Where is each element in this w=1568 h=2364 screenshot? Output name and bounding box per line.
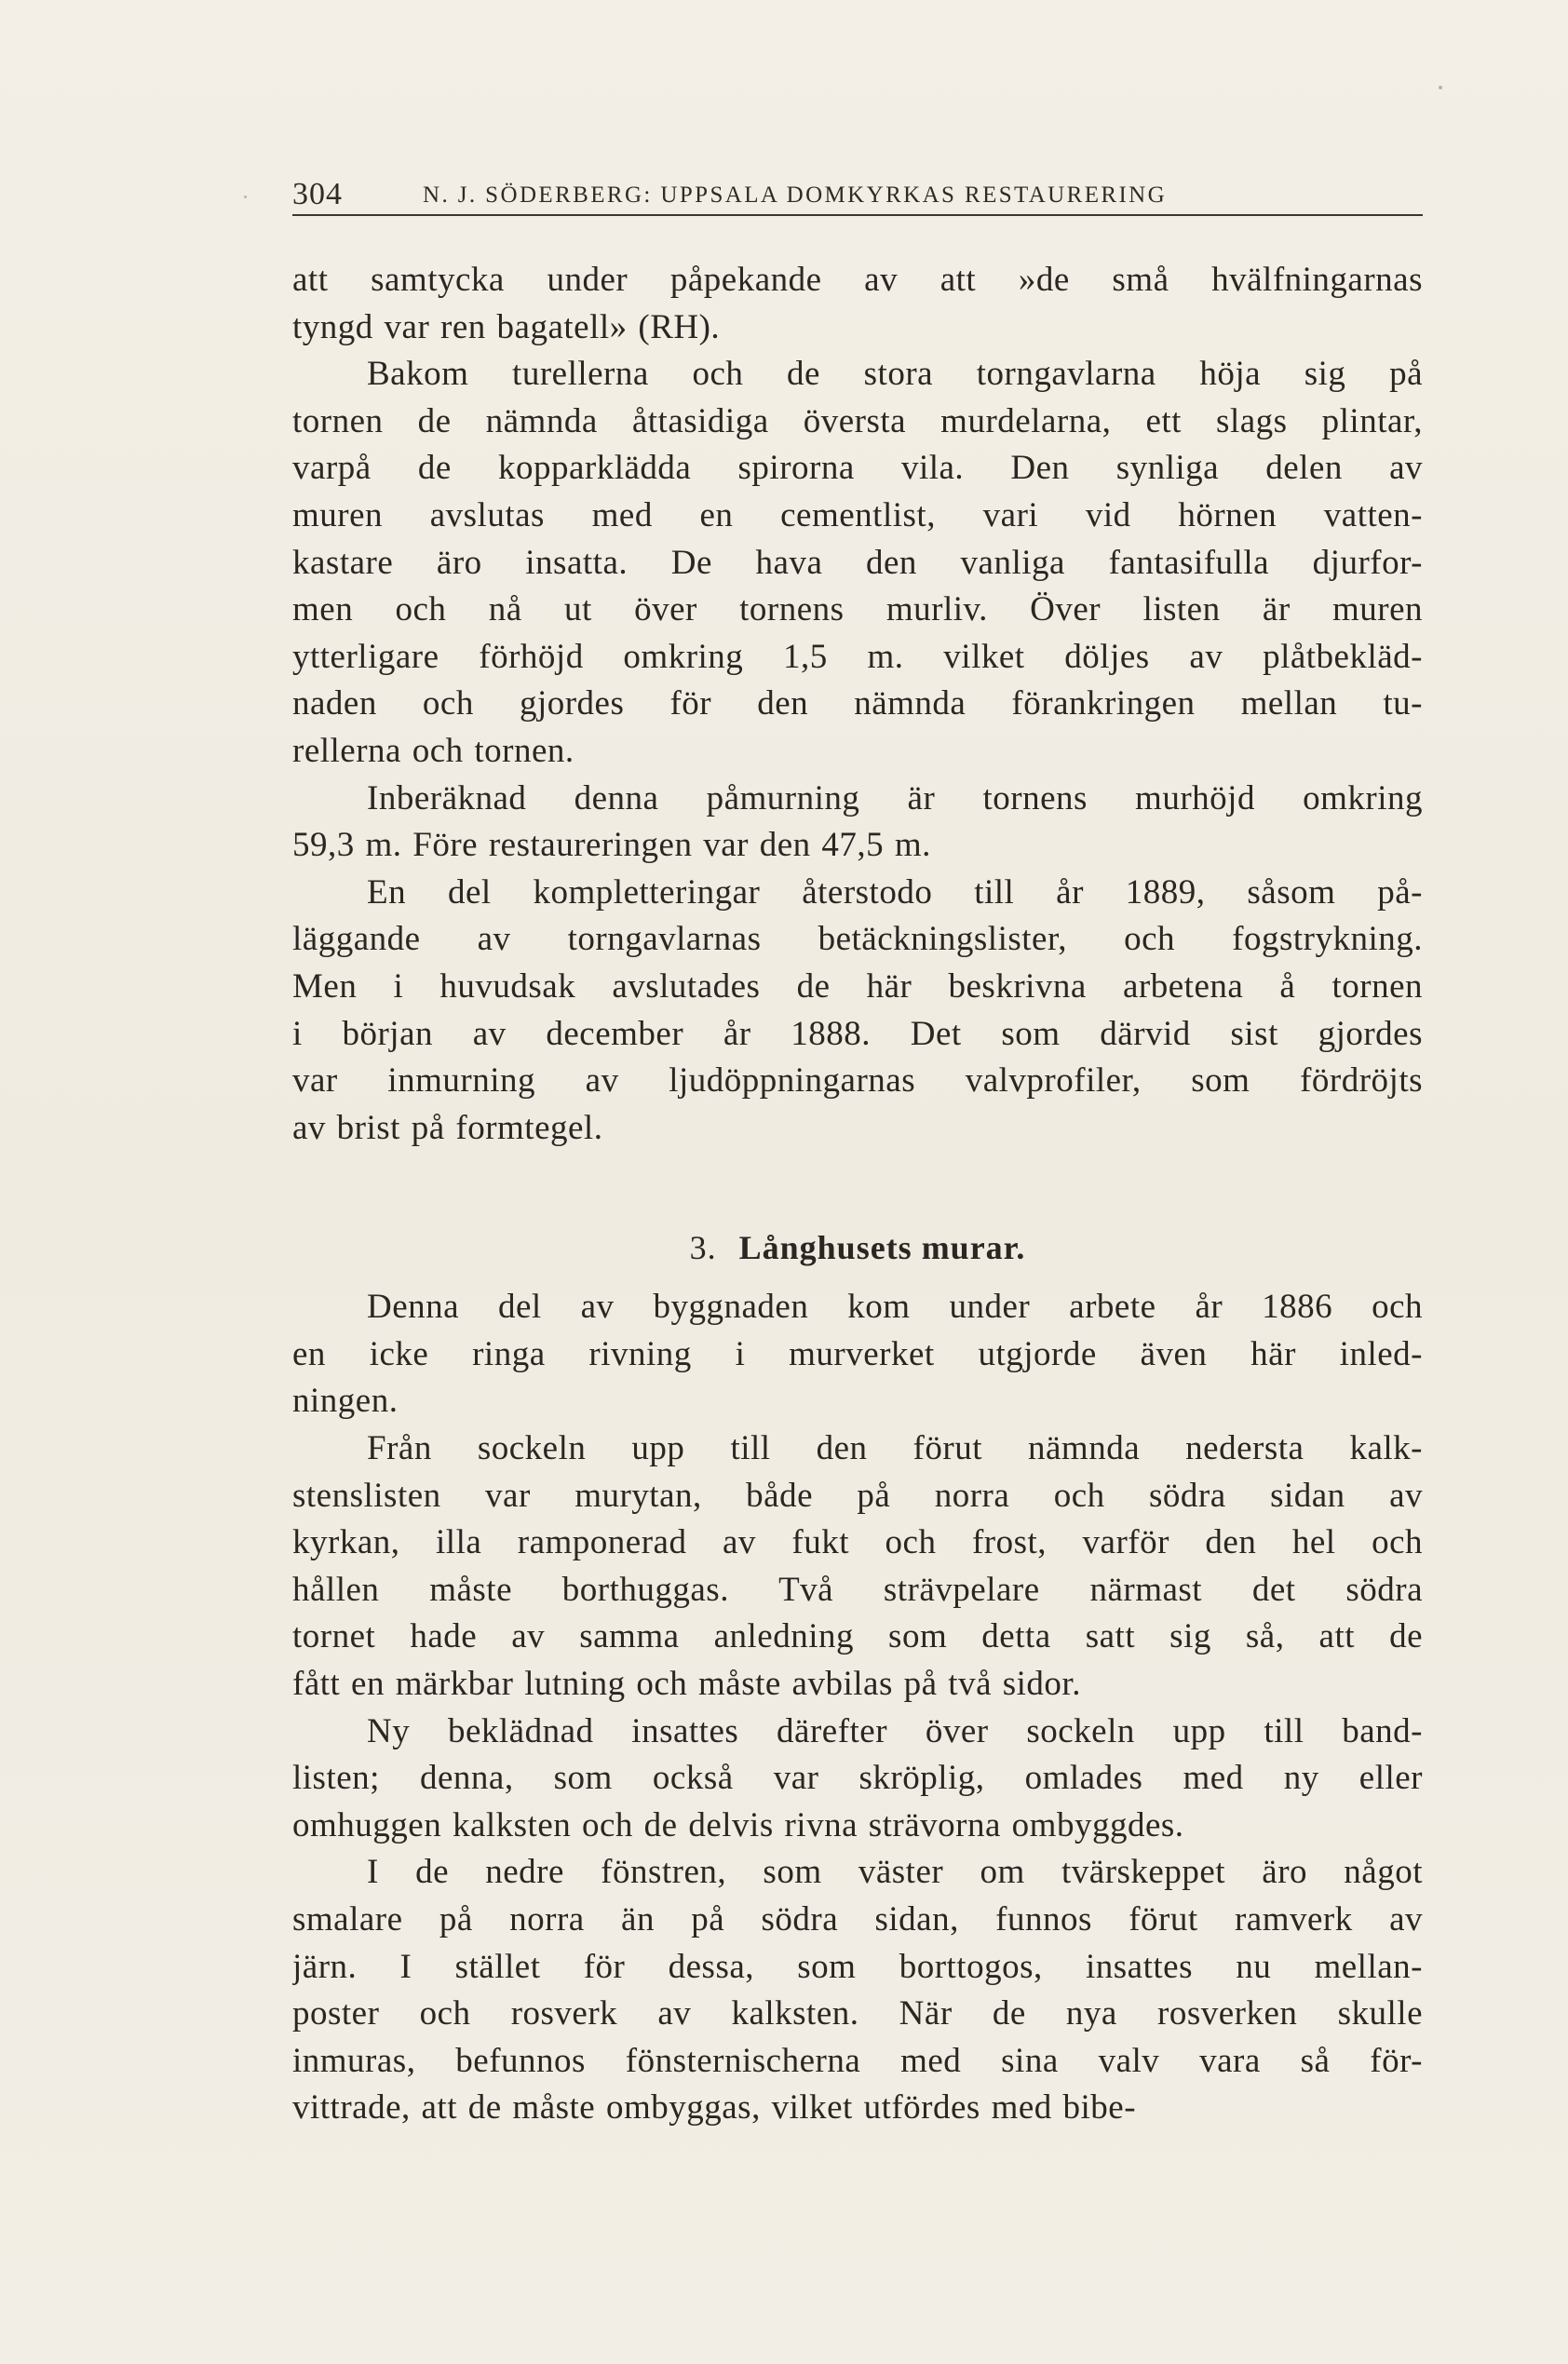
text-line: listen; denna, som också var skröplig, omlades med ny eller — [292, 1759, 1423, 1798]
text-line: att samtycka under påpekande av att »de små hvälfningarnas — [292, 261, 1423, 299]
paragraph — [292, 1709, 1423, 1850]
page-header — [292, 177, 1423, 216]
text-line: kyrkan, illa ramponerad av fukt och frost, varför den hel och — [292, 1523, 1423, 1562]
text-line: poster och rosverk av kalksten. När de nya rosverken skulle — [292, 1994, 1423, 2033]
text-line: vittrade, att de måste ombyggas, vilket utfördes med bibe- — [292, 2088, 1137, 2128]
text-line: av brist på formtegel. — [292, 1108, 603, 1147]
text-line: stenslisten var murytan, både på norra och södra sidan av — [292, 1476, 1423, 1515]
paragraph — [292, 1284, 1423, 1425]
paragraph — [292, 776, 1423, 870]
text-line: ningen. — [292, 1382, 399, 1421]
text-line: Ny beklädnad insattes därefter över sockeln upp till band- — [367, 1711, 1423, 1750]
text-line: muren avslutas med en cementlist, vari vid hörnen vatten- — [292, 495, 1423, 534]
text-line: en icke ringa rivning i murverket utgjorde även här inled- — [292, 1334, 1423, 1373]
section-heading — [292, 1152, 1423, 1284]
text-after-section — [292, 1284, 1423, 2132]
text-line: I de nedre fönstren, som väster om tvärskeppet äro något — [367, 1853, 1423, 1892]
paragraph — [292, 351, 1423, 775]
text-line: smalare på norra än på södra sidan, funnos förut ramverk av — [292, 1900, 1423, 1938]
text-line: kastare äro insatta. De hava den vanliga fantasifulla djurfor- — [292, 543, 1423, 582]
text-line: varpå de kopparklädda spirorna vila. Den synliga delen av — [292, 449, 1423, 488]
section-title: Långhusets murar. — [738, 1229, 1026, 1267]
text-line: var inmurning av ljudöppningarnas valvprofiler, som fördröjts — [292, 1061, 1423, 1101]
text-line: rellerna och tornen. — [292, 731, 574, 770]
text-line: läggande av torngavlarnas betäckningslister, och fogstrykning. — [292, 920, 1423, 959]
paper-speck — [244, 196, 247, 198]
page-number: 304 — [292, 177, 343, 211]
paragraph — [292, 257, 1423, 351]
paper-speck — [1439, 86, 1442, 89]
text-line: tornet hade av samma anledning som detta satt sig så, att de — [292, 1617, 1423, 1656]
text-line: Från sockeln upp till den förut nämnda nedersta kalk- — [367, 1429, 1423, 1468]
text-line: naden och gjordes för den nämnda förankringen mellan tu- — [292, 684, 1423, 723]
text-line: Inberäknad denna påmurning är tornens murhöjd omkring — [367, 778, 1423, 817]
text-line: i början av december år 1888. Det som därvid sist gjordes — [292, 1014, 1423, 1053]
paragraph — [292, 1849, 1423, 2132]
text-line: omhuggen kalksten och de delvis rivna strävorna ombyggdes. — [292, 1805, 1184, 1844]
text-line: inmuras, befunnos fönsternischerna med sina valv vara så för- — [292, 2041, 1423, 2080]
text-line: fått en märkbar lutning och måste avbilas på två sidor. — [292, 1665, 1081, 1704]
text-line: 59,3 m. Före restaureringen var den 47,5 m. — [292, 826, 931, 865]
text-line: Men i huvudsak avslutades de här beskrivna arbetena å tornen — [292, 966, 1423, 1006]
running-head: N. J. SÖDERBERG: UPPSALA DOMKYRKAS RESTAURERING — [423, 182, 1168, 208]
text-line: tyngd var ren bagatell» (RH). — [292, 307, 721, 346]
body-text — [292, 257, 1423, 2132]
paragraph — [292, 1425, 1423, 1709]
text-line: järn. I stället för dessa, som borttogos, insattes nu mellan- — [292, 1947, 1423, 1986]
text-line: ytterligare förhöjd omkring 1,5 m. vilket döljes av plåtbekläd- — [292, 637, 1423, 676]
text-line: En del kompletteringar återstodo till år 1889, såsom på- — [367, 872, 1423, 912]
text-line: men och nå ut över tornens murliv. Över listen är muren — [292, 590, 1423, 629]
paragraph — [292, 870, 1423, 1153]
text-line: Denna del av byggnaden kom under arbete år 1886 och — [367, 1288, 1423, 1327]
text-line: hållen måste borthuggas. Två strävpelare närmast det södra — [292, 1570, 1423, 1609]
text-line: Bakom turellerna och de stora torngavlarna höja sig på — [367, 355, 1423, 394]
section-number: 3. — [689, 1229, 717, 1267]
text-line: tornen de nämnda åttasidiga översta murdelarna, ett slags plintar, — [292, 401, 1423, 440]
text-before-section — [292, 257, 1423, 1152]
